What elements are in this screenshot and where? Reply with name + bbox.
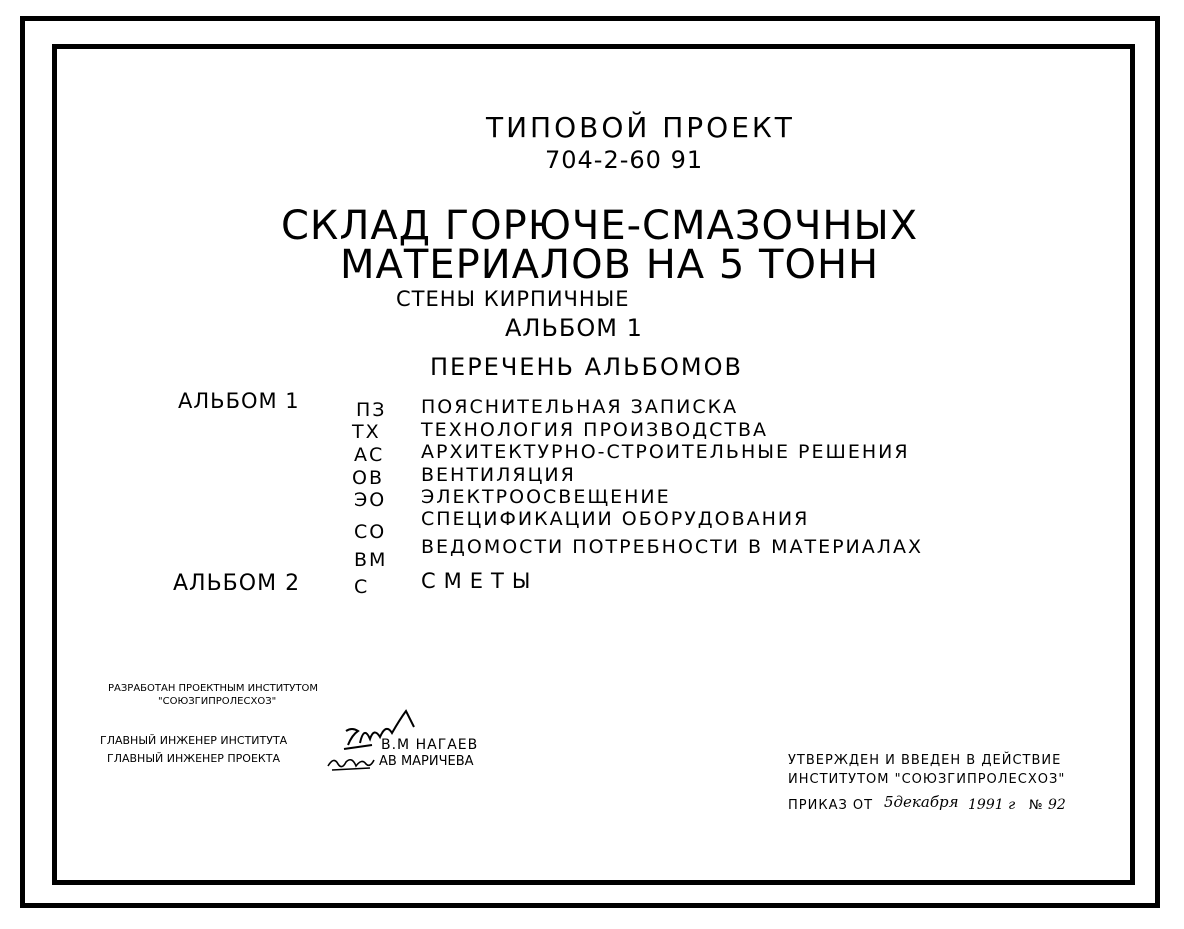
list-item-code: С [354, 576, 370, 598]
order-number: 92 [1048, 797, 1066, 813]
list-item-code: ТХ [352, 421, 381, 443]
project-number: 704-2-60 91 [545, 146, 704, 174]
list-item-code: ВМ [354, 549, 388, 571]
project-type: ТИПОВОЙ ПРОЕКТ [486, 111, 795, 144]
list-item-name: ТЕХНОЛОГИЯ ПРОИЗВОДСТВА [421, 419, 768, 441]
chief-institute-name: В.М НАГАЕВ [381, 737, 479, 753]
albums-heading: ПЕРЕЧЕНЬ АЛЬБОМОВ [430, 353, 743, 381]
list-item-code: ЭО [354, 489, 387, 511]
list-item-name: ПОЯСНИТЕЛЬНАЯ ЗАПИСКА [421, 396, 739, 418]
list-item-name: ВЕДОМОСТИ ПОТРЕБНОСТИ В МАТЕРИАЛАХ [421, 536, 924, 558]
subtitle: СТЕНЫ КИРПИЧНЫЕ [396, 287, 630, 311]
list-item-name: СМЕТЫ [421, 569, 539, 593]
developer-line-2: "СОЮЗГИПРОЛЕСХОЗ" [158, 696, 277, 707]
chief-project-role: ГЛАВНЫЙ ИНЖЕНЕР ПРОЕКТА [107, 752, 280, 765]
album-label: АЛЬБОМ 1 [505, 314, 643, 342]
title-line-2: МАТЕРИАЛОВ НА 5 ТОНН [340, 242, 880, 288]
list-item-code: ПЗ [356, 399, 387, 421]
list-item-code: ОВ [352, 467, 384, 489]
list-item-name: СПЕЦИФИКАЦИИ ОБОРУДОВАНИЯ [421, 508, 810, 530]
chief-project-name: АВ МАРИЧЕВА [379, 754, 474, 769]
approval-line-2: ИНСТИТУТОМ "СОЮЗГИПРОЛЕСХОЗ" [788, 772, 1066, 787]
approval-line-1: УТВЕРЖДЕН И ВВЕДЕН В ДЕЙСТВИЕ [788, 753, 1062, 768]
list-item-code: СО [354, 521, 387, 543]
developer-line-1: РАЗРАБОТАН ПРОЕКТНЫМ ИНСТИТУТОМ [108, 683, 319, 694]
list-item-name: ЭЛЕКТРООСВЕЩЕНИЕ [421, 486, 671, 508]
order-no-label: № [1029, 798, 1045, 813]
title-line-1: СКЛАД ГОРЮЧЕ-СМАЗОЧНЫХ [281, 203, 919, 249]
signature-chief-project [326, 752, 376, 774]
list-item-name: АРХИТЕКТУРНО-СТРОИТЕЛЬНЫЕ РЕШЕНИЯ [421, 441, 910, 463]
order-date: 5декабря [884, 793, 959, 811]
list-item-code: АС [354, 444, 385, 466]
album-2-label: АЛЬБОМ 2 [173, 571, 301, 596]
list-item-name: ВЕНТИЛЯЦИЯ [421, 464, 576, 486]
chief-institute-role: ГЛАВНЫЙ ИНЖЕНЕР ИНСТИТУТА [100, 734, 288, 747]
order-year: 1991 г [968, 797, 1016, 813]
album-1-label: АЛЬБОМ 1 [178, 389, 300, 413]
order-prefix: ПРИКАЗ ОТ [788, 798, 874, 813]
